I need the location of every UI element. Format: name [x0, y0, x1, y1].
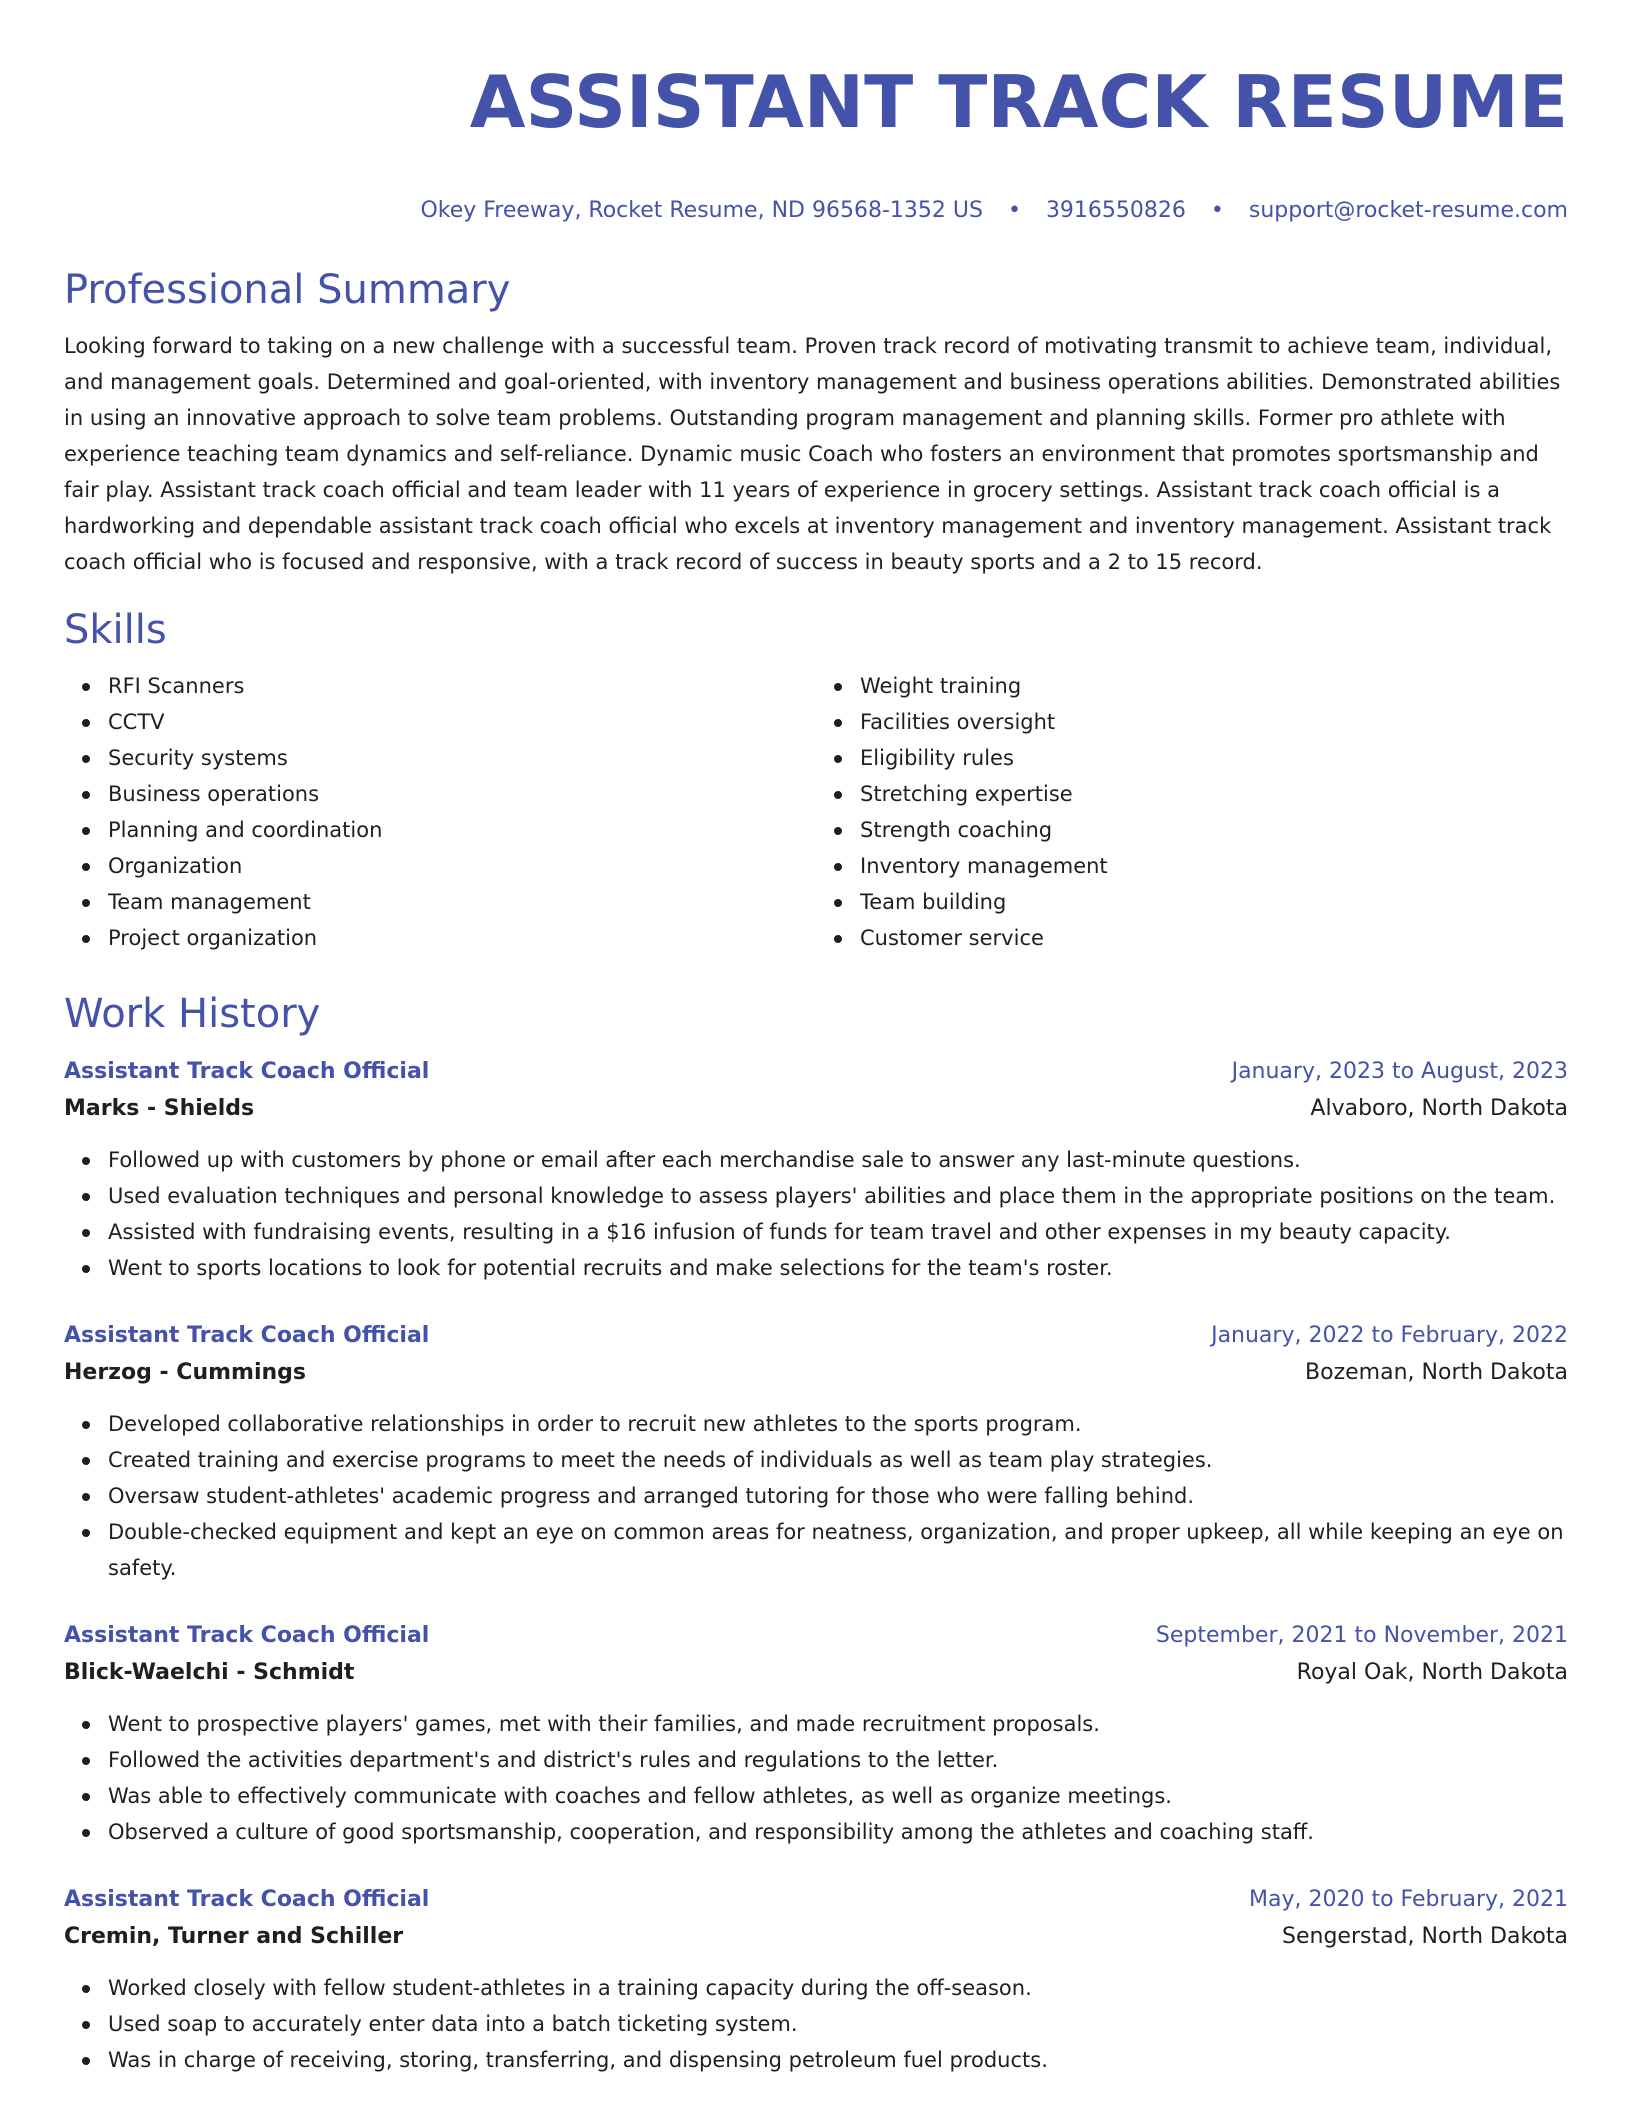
skill-item: Stretching expertise [860, 776, 1568, 812]
job-dates: January, 2022 to February, 2022 [1211, 1323, 1568, 1348]
skill-item: Planning and coordination [108, 812, 816, 848]
job-header-row [64, 1054, 1568, 1090]
contact-phone: 3916550826 [1045, 198, 1186, 223]
skill-item: Eligibility rules [860, 740, 1568, 776]
contact-address: Okey Freeway, Rocket Resume, ND 96568-1352 US [420, 198, 983, 223]
job-entry [64, 1318, 1568, 1586]
skill-item: Weight training [860, 668, 1568, 704]
contact-separator: • [1210, 198, 1224, 223]
skill-item: Customer service [860, 920, 1568, 956]
contact-separator: • [1007, 198, 1021, 223]
job-title: Assistant Track Coach Official [64, 1323, 430, 1348]
job-location: Bozeman, North Dakota [1305, 1360, 1568, 1385]
job-company-row [64, 1918, 1568, 1956]
job-header-row [64, 1618, 1568, 1654]
job-location: Alvaboro, North Dakota [1310, 1096, 1568, 1121]
skill-item: Business operations [108, 776, 816, 812]
skills-heading: Skills [64, 607, 167, 653]
contact-email[interactable]: support@rocket-resume.com [1248, 198, 1568, 223]
job-header-row [64, 1882, 1568, 1918]
contact-line [64, 196, 1568, 226]
job-bullets [64, 1970, 1568, 2078]
job-entry [64, 1618, 1568, 1850]
job-bullet: Developed collaborative relationships in order to recruit new athletes to the sports program. [108, 1406, 1568, 1442]
summary-text: Looking forward to taking on a new challenge with a successful team. Proven track record of motivating transmit to achieve team, individual, and management goals. Determined and goal-oriented, with inventory management and business operations abilities. Demonstrated abilities in using an innovative approach to solve team problems. Outstanding program management and planning skills. Former pro athlete with experience teaching team dynamics and self-reliance. Dynamic music Coach who fosters an environment that promotes sportsmanship and fair play. Assistant track coach official and team leader with 11 years of experience in grocery settings. Assistant track coach official is a hardworking and dependable assistant track coach official who excels at inventory management and inventory management. Assistant track coach official who is focused and responsive, with a track record of success in beauty sports and a 2 to 15 record. [64, 334, 1561, 574]
job-bullet: Followed the activities department's and district's rules and regulations to the letter. [108, 1742, 1568, 1778]
job-bullet: Used soap to accurately enter data into a batch ticketing system. [108, 2006, 1568, 2042]
skill-item: Inventory management [860, 848, 1568, 884]
skills-grid [64, 668, 1568, 956]
skill-item: Team management [108, 884, 816, 920]
job-dates: May, 2020 to February, 2021 [1249, 1887, 1568, 1912]
summary-heading: Professional Summary [64, 267, 511, 313]
job-bullet: Double-checked equipment and kept an eye on common areas for neatness, organization, and proper upkeep, all while keeping an eye on safety. [108, 1514, 1568, 1586]
skill-item: Strength coaching [860, 812, 1568, 848]
skill-item: RFI Scanners [108, 668, 816, 704]
job-bullet: Oversaw student-athletes' academic progress and arranged tutoring for those who were falling behind. [108, 1478, 1568, 1514]
job-company: Marks - Shields [64, 1096, 255, 1121]
job-location: Sengerstad, North Dakota [1282, 1924, 1568, 1949]
job-bullet: Created training and exercise programs to meet the needs of individuals as well as team play strategies. [108, 1442, 1568, 1478]
job-bullet: Observed a culture of good sportsmanship, cooperation, and responsibility among the athletes and coaching staff. [108, 1814, 1568, 1850]
work-history-heading: Work History [64, 991, 321, 1037]
skill-item: Security systems [108, 740, 816, 776]
job-header-row [64, 1318, 1568, 1354]
job-company-row [64, 1654, 1568, 1692]
resume-title: ASSISTANT TRACK RESUME [469, 60, 1568, 144]
job-location: Royal Oak, North Dakota [1296, 1660, 1568, 1685]
job-company: Cremin, Turner and Schiller [64, 1924, 404, 1949]
job-bullet: Was in charge of receiving, storing, transferring, and dispensing petroleum fuel products. [108, 2042, 1568, 2078]
job-title: Assistant Track Coach Official [64, 1059, 430, 1084]
skills-left-column [64, 668, 816, 956]
job-dates: January, 2023 to August, 2023 [1231, 1059, 1568, 1084]
job-bullet: Followed up with customers by phone or email after each merchandise sale to answer any last-minute questions. [108, 1142, 1568, 1178]
job-company: Herzog - Cummings [64, 1360, 306, 1385]
job-bullet: Worked closely with fellow student-athletes in a training capacity during the off-season. [108, 1970, 1568, 2006]
job-bullet: Went to sports locations to look for potential recruits and make selections for the team's roster. [108, 1250, 1568, 1286]
job-title: Assistant Track Coach Official [64, 1887, 430, 1912]
job-bullets [64, 1142, 1568, 1286]
skill-item: CCTV [108, 704, 816, 740]
job-company-row [64, 1354, 1568, 1392]
job-bullet: Went to prospective players' games, met with their families, and made recruitment proposals. [108, 1706, 1568, 1742]
skill-item: Team building [860, 884, 1568, 920]
job-bullet: Used evaluation techniques and personal knowledge to assess players' abilities and place them in the appropriate positions on the team. [108, 1178, 1568, 1214]
job-company: Blick-Waelchi - Schmidt [64, 1660, 355, 1685]
job-bullet: Assisted with fundraising events, resulting in a $16 infusion of funds for team travel and other expenses in my beauty capacity. [108, 1214, 1568, 1250]
job-dates: September, 2021 to November, 2021 [1155, 1623, 1568, 1648]
job-bullets [64, 1406, 1568, 1586]
job-bullet: Was able to effectively communicate with coaches and fellow athletes, as well as organize meetings. [108, 1778, 1568, 1814]
skill-item: Facilities oversight [860, 704, 1568, 740]
resume-page [64, 0, 1568, 2078]
skills-right-column [816, 668, 1568, 956]
job-company-row [64, 1090, 1568, 1128]
skill-item: Project organization [108, 920, 816, 956]
job-bullets [64, 1706, 1568, 1850]
skill-item: Organization [108, 848, 816, 884]
job-entry [64, 1054, 1568, 1286]
job-entry [64, 1882, 1568, 2078]
job-title: Assistant Track Coach Official [64, 1623, 430, 1648]
